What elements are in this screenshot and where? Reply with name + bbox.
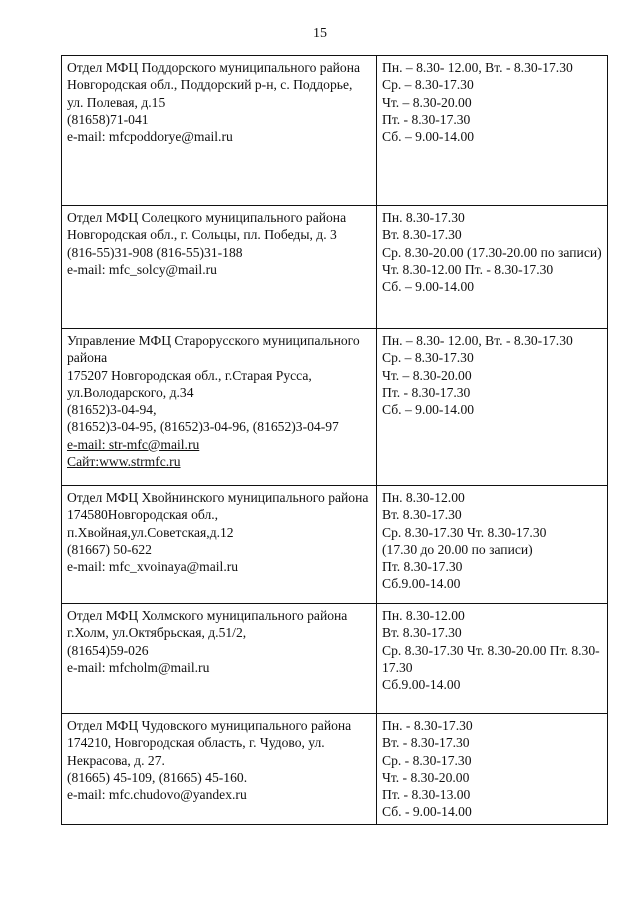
schedule-cell [377,714,608,825]
schedule-line: Пн. - 8.30-17.30 [382,718,473,733]
schedule-line: (17.30 до 20.00 по записи) [382,541,533,557]
schedule-line: Вт. 8.30-17.30 [382,227,462,243]
table-row [62,486,608,604]
schedule-line: Вт. - 8.30-17.30 [382,735,470,751]
schedule-line: Пт. 8.30-17.30 [382,559,463,575]
schedule-cell [377,206,608,329]
schedule-line: Чт. – 8.30-20.00 [382,367,472,383]
office-address: п.Хвойная,ул.Советская,д.12 [67,524,234,540]
mfc-offices-table [61,55,608,825]
office-email[interactable]: e-mail: str-mfc@mail.ru [67,436,200,452]
schedule-line: Пт. - 8.30-13.00 [382,787,471,803]
office-phone: (816-55)31-908 (816-55)31-188 [67,244,243,260]
office-address: 174210, Новгородская область, г. Чудово, ул. Некрасова, д. 27. [67,735,325,768]
schedule-line: Ср. - 8.30-17.30 [382,752,472,768]
office-name: Отдел МФЦ Поддорского муниципального района [67,60,361,75]
office-info-cell [62,206,377,329]
office-email: e-mail: mfcholm@mail.ru [67,659,210,675]
office-email: e-mail: mfc_solcy@mail.ru [67,261,217,277]
office-address: 174580Новгородская обл., [67,507,219,523]
schedule-line: Сб. – 9.00-14.00 [382,279,475,295]
schedule-cell [377,604,608,714]
office-info-cell [62,56,377,206]
office-name: Отдел МФЦ Солецкого муниципального района [67,210,347,225]
table-row [62,604,608,714]
office-name: Отдел МФЦ Холмского муниципального района [67,608,348,623]
office-name: Отдел МФЦ Хвойнинского муниципального района [67,490,369,505]
schedule-line: Сб. – 9.00-14.00 [382,129,475,145]
schedule-line: Чт. - 8.30-20.00 [382,769,470,785]
office-email: e-mail: mfc_xvoinaya@mail.ru [67,559,239,575]
table-row [62,329,608,486]
office-phone: (81667) 50-622 [67,541,152,557]
office-email: e-mail: mfc.chudovo@yandex.ru [67,787,247,803]
schedule-line: Сб.9.00-14.00 [382,677,461,693]
office-phone: (81658)71-041 [67,111,149,127]
office-phone: (81652)3-04-95, (81652)3-04-96, (81652)3-04-97 [67,419,339,435]
schedule-line: Сб. – 9.00-14.00 [382,402,475,418]
schedule-line: Чт. – 8.30-20.00 [382,94,472,110]
schedule-cell [377,329,608,486]
schedule-line: Чт. 8.30-12.00 Пт. - 8.30-17.30 [382,261,554,277]
schedule-line: Пн. – 8.30- 12.00, Вт. - 8.30-17.30 [382,333,573,348]
office-phone: (81652)3-04-94, [67,402,157,418]
schedule-line: Ср. – 8.30-17.30 [382,350,474,366]
office-address: Новгородская обл., Поддорский р-н, с. Поддорье, ул. Полевая, д.15 [67,77,353,110]
table-row [62,56,608,206]
schedule-line: Пт. - 8.30-17.30 [382,384,471,400]
schedule-line: Сб. - 9.00-14.00 [382,804,472,820]
office-email: e-mail: mfcpoddorye@mail.ru [67,129,233,145]
office-name: Отдел МФЦ Чудовского муниципального района [67,718,352,733]
office-phone: (81654)59-026 [67,642,149,658]
schedule-line: Ср. 8.30-17.30 Чт. 8.30-17.30 [382,524,547,540]
office-address: Новгородская обл., г. Сольцы, пл. Победы, д. 3 [67,227,337,243]
page-number: 15 [313,26,327,41]
schedule-line: Вт. 8.30-17.30 [382,625,462,641]
schedule-line: Сб.9.00-14.00 [382,576,461,592]
schedule-line: Пт. - 8.30-17.30 [382,111,471,127]
office-address: г.Холм, ул.Октябрьская, д.51/2, [67,625,247,641]
office-info-cell [62,486,377,604]
office-info-cell [62,714,377,825]
schedule-line: Ср. – 8.30-17.30 [382,77,474,93]
table-row [62,714,608,825]
schedule-line: Пн. 8.30-12.00 [382,608,465,623]
schedule-cell [377,486,608,604]
office-address: 175207 Новгородская обл., г.Старая Русса, ул.Володарского, д.34 [67,367,312,400]
schedule-line: Ср. 8.30-17.30 Чт. 8.30-20.00 Пт. 8.30-17.30 [382,642,600,675]
office-phone: (81665) 45-109, (81665) 45-160. [67,769,248,785]
office-website-link[interactable]: Сайт:www.strmfc.ru [67,454,181,470]
office-info-cell [62,604,377,714]
office-info-cell [62,329,377,486]
schedule-line: Вт. 8.30-17.30 [382,507,462,523]
schedule-line: Пн. – 8.30- 12.00, Вт. - 8.30-17.30 [382,60,573,75]
table-row [62,206,608,329]
schedule-line: Ср. 8.30-20.00 (17.30-20.00 по записи) [382,244,602,260]
schedule-line: Пн. 8.30-12.00 [382,490,465,505]
schedule-line: Пн. 8.30-17.30 [382,210,465,225]
office-name: Управление МФЦ Старорусского муниципального района [67,333,360,366]
schedule-cell [377,56,608,206]
